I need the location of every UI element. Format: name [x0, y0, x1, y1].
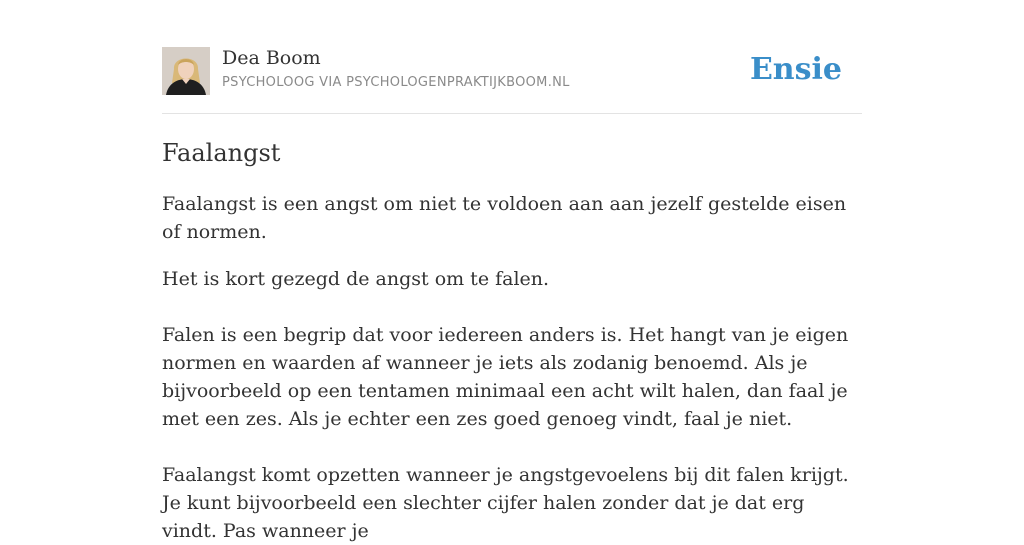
- article-title: Faalangst: [162, 139, 281, 167]
- brand-logo[interactable]: Ensie: [749, 52, 842, 87]
- article-paragraph: Falen is een begrip dat voor iedereen anders is. Het hangt van je eigen normen en waarden af wanneer je iets als zodanig benoemd. Als je bijvoorbeeld op een tentamen minimaal een acht wilt halen, dan faal je met een zes. Als je echter een zes goed genoeg vindt, faal je niet.: [162, 324, 849, 430]
- author-header: [162, 47, 862, 95]
- article-paragraph: Het is kort gezegd de angst om te falen.: [162, 268, 550, 290]
- avatar[interactable]: [162, 47, 210, 95]
- article-paragraph: Faalangst komt opzetten wanneer je angstgevoelens bij dit falen krijgt. Je kunt bijvoorbeeld een slechter cijfer halen zonder dat je dat erg vindt. Pas wanneer je: [162, 464, 849, 542]
- author-role: PSYCHOLOOG VIA PSYCHOLOGENPRAKTIJKBOOM.NL: [222, 75, 570, 90]
- avatar-image: [162, 47, 210, 95]
- article: [162, 138, 862, 545]
- divider: [162, 113, 862, 114]
- author-name[interactable]: Dea Boom: [222, 47, 321, 69]
- article-paragraph: Faalangst is een angst om niet te voldoen aan aan jezelf gestelde eisen of normen.: [162, 193, 847, 243]
